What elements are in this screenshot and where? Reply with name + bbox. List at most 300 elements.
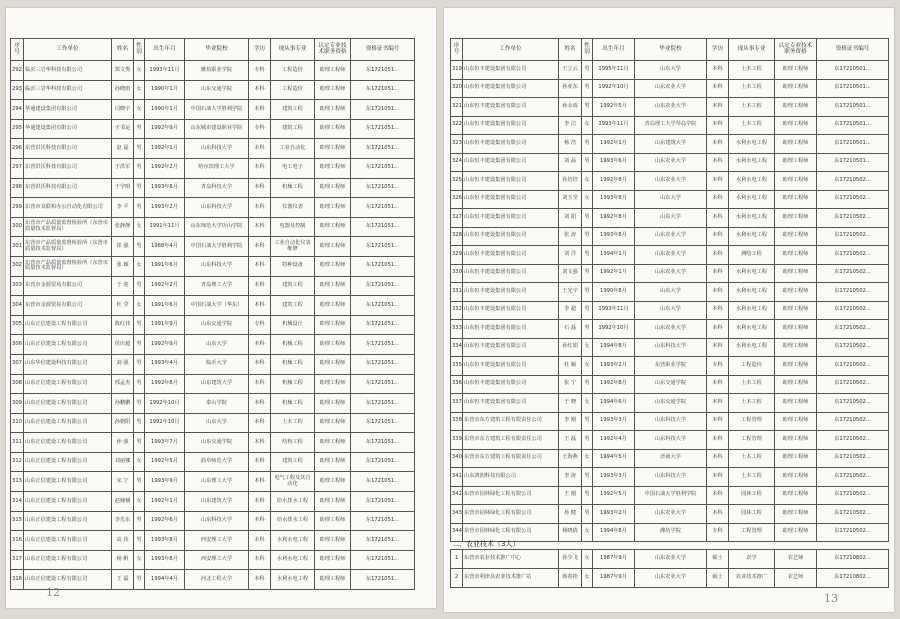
table-cell: 1990年1月 [145, 80, 185, 100]
table-cell: 孙少飞 [559, 550, 582, 569]
table-cell: 东营市产品质量监督检验所（东营市质量技术监督局） [24, 237, 112, 257]
table-cell: 1993年2月 [593, 505, 635, 524]
left-page [6, 8, 436, 608]
table-cell: 山东正信建设工程有限公司 [24, 335, 112, 355]
table-cell: 助理工程师 [775, 172, 817, 191]
table-cell: 316 [11, 531, 24, 551]
table-row [451, 375, 889, 394]
table-cell: 本科 [707, 246, 729, 265]
table-cell: 山东恒丰建设集团有限公司 [463, 283, 559, 302]
table-cell: 1993年8月 [145, 531, 185, 551]
table-row [451, 264, 889, 283]
table-cell: 323 [451, 135, 463, 154]
table-cell: 东营市园林绿化工程有限公司 [463, 486, 559, 505]
table-cell: 女 [582, 190, 593, 209]
table-cell: 刘 磊 [559, 153, 582, 172]
table-row [11, 315, 415, 335]
table-row [11, 550, 415, 570]
table-cell: 男 [582, 412, 593, 431]
table-cell: 王海燕 [559, 449, 582, 468]
table-cell: 园林工程 [729, 505, 775, 524]
table-cell: 男 [134, 178, 145, 198]
table-cell: 东17210502... [817, 523, 889, 542]
table-cell: 助理工程师 [775, 283, 817, 302]
table-cell: 山东农业大学 [635, 227, 707, 246]
table-cell: 东1721051... [351, 178, 415, 198]
table-cell: 山东科技大学 [635, 468, 707, 487]
table-cell: 李先东 [112, 511, 134, 531]
table-cell: 水利水电工程 [729, 172, 775, 191]
table-cell: 助理工程师 [315, 139, 351, 159]
table-row [451, 246, 889, 265]
table-cell: 园林工程 [729, 486, 775, 505]
table-cell: 山东农业大学 [635, 79, 707, 98]
table-cell: 男 [134, 158, 145, 178]
table-row [451, 116, 889, 135]
table-cell: 西安理工大学 [185, 531, 249, 551]
table-cell: 山东正信建设工程有限公司 [24, 550, 112, 570]
table-cell: 344 [451, 523, 463, 542]
table-cell: 1993年8月 [145, 178, 185, 198]
table-cell: 女 [582, 116, 593, 135]
table-cell: 山东恒丰建设集团有限公司 [463, 209, 559, 228]
table-cell: 东17210502... [817, 357, 889, 376]
table-cell: 男 [582, 209, 593, 228]
table-cell: 本科 [249, 276, 271, 296]
right-page [444, 8, 894, 612]
table-cell: 东营洪沃科技有限公司 [24, 178, 112, 198]
table-cell: 317 [11, 550, 24, 570]
table-cell: 王 磊 [112, 570, 134, 590]
table-cell: 1994年8月 [593, 338, 635, 357]
table-cell: 王书运 [112, 119, 134, 139]
table-cell: 2 [451, 569, 463, 588]
table-row [11, 119, 415, 139]
table-cell: 本科 [707, 264, 729, 283]
table-cell: 山东科技大学 [185, 198, 249, 218]
table-cell: 山东建筑大学 [185, 492, 249, 512]
table-cell: 1993年8月 [593, 190, 635, 209]
table-cell: 东17210802... [817, 550, 889, 569]
table-cell: 山东农业大学 [635, 320, 707, 339]
table-cell: 男 [582, 153, 593, 172]
table-cell: 工程管理 [729, 431, 775, 450]
table-cell: 东17210502... [817, 412, 889, 431]
table-cell: 本科 [707, 394, 729, 413]
table-row [11, 276, 415, 296]
table-cell: 山东交通学院 [635, 375, 707, 394]
table-cell: 工程造价 [271, 80, 315, 100]
table-cell: 315 [11, 511, 24, 531]
column-header: 毕业院校 [185, 39, 249, 61]
table-cell: 女 [134, 550, 145, 570]
table-cell: 东17210502... [817, 264, 889, 283]
table-cell: 土木工程 [729, 449, 775, 468]
table-cell: 助理工程师 [315, 237, 351, 257]
table-cell: 助理工程师 [775, 338, 817, 357]
column-header: 资格证书编号 [351, 39, 415, 61]
table-cell: 工程造价 [271, 61, 315, 81]
table-cell: 东17210502... [817, 505, 889, 524]
table-cell: 本科 [707, 135, 729, 154]
table-cell: 本科 [249, 570, 271, 590]
table-cell: 水利水电工程 [729, 209, 775, 228]
table-cell: 本科 [249, 531, 271, 551]
table-cell: 山东大学 [635, 190, 707, 209]
table-cell: 山东恒丰建设集团有限公司 [463, 246, 559, 265]
table-cell: 女 [582, 449, 593, 468]
table-cell: 助理工程师 [775, 431, 817, 450]
table-cell: 1992年1月 [145, 139, 185, 159]
table-cell: 东营市园林绿化工程有限公司 [463, 523, 559, 542]
table-cell: 于学明 [112, 178, 134, 198]
table-cell: 302 [11, 256, 24, 276]
column-header: 序号 [451, 39, 463, 61]
table-cell: 本科 [249, 296, 271, 316]
table-cell: 农艺师 [775, 569, 817, 588]
table-cell: 水利水电工程 [271, 570, 315, 590]
table-cell: 1994年8月 [593, 523, 635, 542]
table-cell: 东17210502... [817, 486, 889, 505]
table-cell: 东1721051... [351, 511, 415, 531]
table-cell: 助理工程师 [315, 100, 351, 120]
table-cell: 助理工程师 [775, 98, 817, 117]
table-cell: 312 [11, 452, 24, 472]
table-cell: 专科 [249, 61, 271, 81]
table-cell: 助理工程师 [315, 61, 351, 81]
column-header: 资格证书编号 [817, 39, 889, 61]
table-cell: 潍坊学院 [635, 523, 707, 542]
column-header: 学历 [707, 39, 729, 61]
table-row [11, 80, 415, 100]
table-cell: 刘 阳 [559, 209, 582, 228]
table-cell: 本科 [707, 190, 729, 209]
table-cell: 专科 [249, 315, 271, 335]
table-cell: 男 [134, 394, 145, 414]
table-cell: 建筑工程 [271, 119, 315, 139]
column-header: 姓名 [112, 39, 134, 61]
table-cell: 303 [11, 276, 24, 296]
table-cell: 本科 [249, 335, 271, 355]
table-cell: 女 [582, 569, 593, 588]
table-cell: 山东科技大学 [635, 338, 707, 357]
table-cell: 山东大学 [635, 301, 707, 320]
table-cell: 刘 洋 [559, 246, 582, 265]
table-cell: 东1721051... [351, 452, 415, 472]
table-cell: 本科 [249, 394, 271, 414]
table-cell: 侯庆超 [112, 335, 134, 355]
table-cell: 男 [582, 227, 593, 246]
table-cell: 男 [134, 433, 145, 453]
table-row [11, 472, 415, 492]
table-cell: 山东农业大学 [635, 264, 707, 283]
table-row [11, 139, 415, 159]
table-row [11, 100, 415, 120]
table-cell: 女 [134, 217, 145, 237]
table-cell: 319 [451, 61, 463, 80]
table-cell: 1992年5月 [593, 486, 635, 505]
table-cell: 杨晓倩 [559, 523, 582, 542]
table-cell: 311 [11, 433, 24, 453]
table-cell: 山东正信建设工程有限公司 [24, 433, 112, 453]
table-cell: 山东农业大学 [635, 550, 707, 569]
column-header: 姓名 [559, 39, 582, 61]
table-cell: 321 [451, 98, 463, 117]
table-cell: 山东正信建设工程有限公司 [24, 374, 112, 394]
table-row [11, 178, 415, 198]
table-cell: 李 平 [112, 198, 134, 218]
table-cell: 水利水电工程 [729, 190, 775, 209]
table-cell: 东17210501... [817, 135, 889, 154]
table-cell: 建筑工程 [271, 100, 315, 120]
table-cell: 机械工程 [271, 374, 315, 394]
table-row [11, 158, 415, 178]
table-cell: 中国石油大学（华东） [185, 296, 249, 316]
table-cell: 工程造价 [729, 357, 775, 376]
table-cell: 女 [134, 61, 145, 81]
table-cell: 1993年8月 [593, 227, 635, 246]
table-cell: 山东农业大学 [635, 505, 707, 524]
table-cell: 东营市产品质量监督检验所（东营市质量技术监督局） [24, 256, 112, 276]
table-cell: 助理工程师 [315, 198, 351, 218]
table-cell: 1993年4月 [145, 354, 185, 374]
table-cell: 土木工程 [729, 116, 775, 135]
table-cell: 山东恒丰建设集团有限公司 [463, 172, 559, 191]
table-cell: 本科 [249, 374, 271, 394]
table-cell: 机械设计 [271, 315, 315, 335]
table-cell: 本科 [707, 209, 729, 228]
table-cell: 320 [451, 79, 463, 98]
table-cell: 本科 [707, 301, 729, 320]
table-cell: 305 [11, 315, 24, 335]
table-cell: 山东农业大学 [635, 153, 707, 172]
table-cell: 助理工程师 [775, 523, 817, 542]
table-cell: 东17210502... [817, 394, 889, 413]
table-cell: 山东恒丰建设集团有限公司 [463, 135, 559, 154]
table-cell: 刘 强 [112, 354, 134, 374]
table-cell: 本科 [707, 338, 729, 357]
table-cell: 山东鸿润科技有限公司 [463, 468, 559, 487]
table-cell: 336 [451, 375, 463, 394]
table-row [11, 61, 415, 81]
table-cell: 1992年8月 [593, 375, 635, 394]
table-cell: 本科 [249, 433, 271, 453]
table-cell: 东营市农业技术推广中心 [463, 550, 559, 569]
table-row [451, 135, 889, 154]
table-cell: 助理工程师 [775, 301, 817, 320]
table-cell: 男 [582, 135, 593, 154]
table-cell: 电气工程及其自动化 [271, 472, 315, 492]
table-row [451, 449, 889, 468]
table-cell: 助理工程师 [775, 486, 817, 505]
table-cell: 水利水电工程 [729, 135, 775, 154]
table-cell: 东1721051... [351, 237, 415, 257]
table-cell: 东营市东方建筑工程有限责任公司 [463, 412, 559, 431]
table-cell: 山东城市建设职业学院 [185, 119, 249, 139]
table-row [11, 354, 415, 374]
table-cell: 机械工程 [271, 354, 315, 374]
table-cell: 1992年6月 [145, 511, 185, 531]
table-row [11, 433, 415, 453]
table-cell: 女 [134, 452, 145, 472]
table-cell: 295 [11, 119, 24, 139]
table-cell: 山东师范大学历山学院 [185, 217, 249, 237]
table-cell: 山东农业大学 [635, 98, 707, 117]
table-row [451, 172, 889, 191]
table-cell: 343 [451, 505, 463, 524]
table-cell: 山东恒丰建设集团有限公司 [463, 357, 559, 376]
table-cell: 1991年11月 [145, 217, 185, 237]
table-cell: 山东大学 [635, 61, 707, 80]
table-cell: 男 [134, 511, 145, 531]
table-cell: 1993年7月 [145, 433, 185, 453]
table-cell: 东1721051... [351, 354, 415, 374]
table-cell: 东营职业学院 [635, 357, 707, 376]
table-cell: 东17210502... [817, 468, 889, 487]
table-cell: 男 [134, 354, 145, 374]
table-cell: 男 [582, 431, 593, 450]
table-cell: 东17210502... [817, 190, 889, 209]
table-cell: 1992年4月 [593, 431, 635, 450]
table-cell: 助理工程师 [315, 492, 351, 512]
table-cell: 助理工程师 [775, 116, 817, 135]
table-cell: 土木工程 [729, 394, 775, 413]
table-cell: 特种设备 [271, 256, 315, 276]
table-cell: 333 [451, 320, 463, 339]
table-cell: 男 [582, 79, 593, 98]
table-cell: 女 [582, 394, 593, 413]
table-cell: 东17210502... [817, 320, 889, 339]
table-cell: 东17210502... [817, 283, 889, 302]
table-cell: 山东建筑大学 [635, 135, 707, 154]
table-cell: 助理工程师 [315, 315, 351, 335]
table-cell: 山东大学 [635, 209, 707, 228]
table-cell: 本科 [707, 468, 729, 487]
table-cell: 298 [11, 178, 24, 198]
table-cell: 山东恒丰建设集团有限公司 [463, 98, 559, 117]
table-cell: 山东恒丰建设集团有限公司 [463, 394, 559, 413]
table-cell: 男 [582, 283, 593, 302]
table-cell: 中国石油大学胜利学院 [185, 237, 249, 257]
page-number-right: 13 [824, 592, 838, 605]
table-cell: 东17210502... [817, 431, 889, 450]
table-row [451, 190, 889, 209]
table-cell: 张 涛 [559, 227, 582, 246]
table-cell: 本科 [249, 492, 271, 512]
table-cell: 宋 宁 [112, 472, 134, 492]
table-cell: 340 [451, 449, 463, 468]
table-cell: 女 [134, 100, 145, 120]
table-cell: 孙鹏鹏 [112, 394, 134, 414]
table-cell: 本科 [249, 354, 271, 374]
table-cell: 助理工程师 [315, 413, 351, 433]
table-cell: 土木工程 [271, 413, 315, 433]
section-title-agriculture: 二、农业技术（3人） [452, 540, 520, 548]
column-header: 出生年月 [593, 39, 635, 61]
table-row [11, 296, 415, 316]
table-cell: 东1721051... [351, 550, 415, 570]
table-cell: 助理工程师 [315, 296, 351, 316]
table-cell: 邢孟杰 [112, 374, 134, 394]
table-cell: 山东正信建设工程有限公司 [24, 531, 112, 551]
table-cell: 青岛理工大学 [185, 276, 249, 296]
table-cell: 东1721051... [351, 531, 415, 551]
table-cell: 1992年8月 [145, 374, 185, 394]
table-cell: 测绘工程 [729, 246, 775, 265]
table-cell: 341 [451, 468, 463, 487]
table-cell: 山东大学 [635, 283, 707, 302]
table-cell: 韩春艳 [559, 569, 582, 588]
table-cell: 土木工程 [729, 375, 775, 394]
table-cell: 水利水电工程 [729, 264, 775, 283]
table-row [451, 412, 889, 431]
table-cell: 助理工程师 [775, 209, 817, 228]
table-cell: 郑文秀 [112, 61, 134, 81]
table-cell: 299 [11, 198, 24, 218]
table-cell: 东1721051... [351, 492, 415, 512]
table-cell: 1992年10月 [145, 394, 185, 414]
table-cell: 临沂三岩华科技有限公司 [24, 80, 112, 100]
table-cell: 293 [11, 80, 24, 100]
table-cell: 结构工程 [271, 433, 315, 453]
column-header: 现从事专业 [271, 39, 315, 61]
table-cell: 1992年8月 [593, 172, 635, 191]
table-cell: 助理工程师 [775, 227, 817, 246]
table-cell: 东1721051... [351, 119, 415, 139]
table-cell: 1988年4月 [145, 237, 185, 257]
table-cell: 水利水电工程 [729, 227, 775, 246]
table-cell: 山东大学 [185, 335, 249, 355]
table-cell: 本科 [707, 153, 729, 172]
table-cell: 1993年2月 [593, 357, 635, 376]
table-cell: 山东正信建设工程有限公司 [24, 394, 112, 414]
table-cell: 男 [134, 315, 145, 335]
table-cell: 男 [134, 276, 145, 296]
table-cell: 山东恒丰建设集团有限公司 [463, 61, 559, 80]
table-cell: 1992年9月 [145, 335, 185, 355]
table-cell: 东17210502... [817, 338, 889, 357]
column-header: 出生年月 [145, 39, 185, 61]
table-cell: 东营市东方建筑工程有限责任公司 [463, 449, 559, 468]
table-cell: 本科 [249, 178, 271, 198]
table-cell: 王光宇 [559, 283, 582, 302]
table-cell: 338 [451, 412, 463, 431]
table-cell: 329 [451, 246, 463, 265]
table-cell: 农业技术推广 [729, 569, 775, 588]
table-cell: 助理工程师 [315, 178, 351, 198]
table-row [451, 338, 889, 357]
table-cell: 301 [11, 237, 24, 257]
table-cell: 本科 [707, 320, 729, 339]
column-header: 工作单位 [463, 39, 559, 61]
table-cell: 助理工程师 [775, 79, 817, 98]
table-cell: 张静静 [112, 217, 134, 237]
table-cell: 东17210802... [817, 569, 889, 588]
table-row [451, 569, 889, 588]
table-cell: 李 洁 [559, 116, 582, 135]
table-cell: 1992年9月 [145, 119, 185, 139]
table-cell: 335 [451, 357, 463, 376]
table-cell: 东营洪沃科技有限公司 [24, 139, 112, 159]
table-cell: 孙红娟 [559, 338, 582, 357]
table-cell: 1992年8月 [593, 209, 635, 228]
table-cell: 建筑工程 [271, 276, 315, 296]
table-cell: 刘丽娜 [112, 452, 134, 472]
table-cell: 女 [134, 256, 145, 276]
table-cell: 本科 [707, 172, 729, 191]
table-cell: 助理工程师 [315, 158, 351, 178]
table-cell: 294 [11, 100, 24, 120]
